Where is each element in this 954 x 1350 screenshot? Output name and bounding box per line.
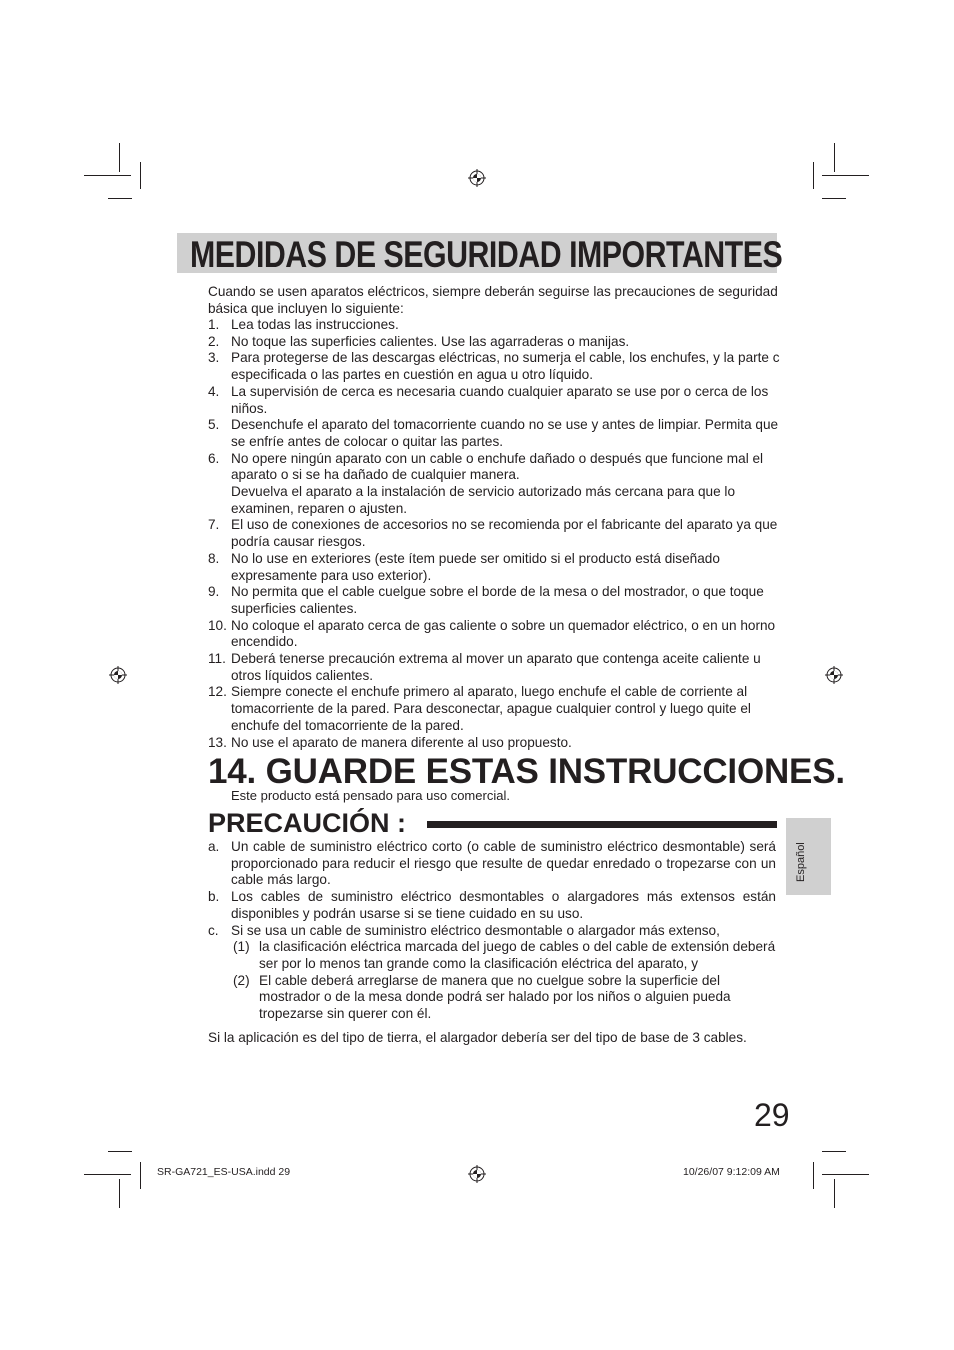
crop-mark [813,162,814,189]
list-item [208,684,780,734]
list-item [208,651,780,684]
item-number: 11. [208,651,226,667]
subitem-text: El cable deberá arreglarse de manera que no cuelgue sobre la superficie del mostrador o de la mesa donde podrá ser halado por los niños o alguien pueda tropezarse sin querer con él. [259,972,731,1022]
registration-mark-icon [825,666,843,684]
crop-mark [140,1162,141,1189]
crop-mark [119,143,120,172]
list-item [208,334,780,351]
subitem-text: la clasificación eléctrica marcada del juego de cables o del cable de extensión deberá ser por lo menos tan grande como la clasificación eléctrica del aparato, y [259,939,776,971]
page-number: 29 [754,1097,790,1133]
caution-item [208,839,776,889]
crop-mark [834,1179,835,1208]
item-number: 4. [208,383,220,399]
item-text: Para protegerse de las descargas eléctricas, no sumerja el cable, los enchufes, y la parte c especificada o las partes en cuestión en agua u otro líquido. [231,350,780,383]
crop-mark [84,1174,131,1175]
item-text: Desenchufe el aparato del tomacorriente cuando no se use y antes de limpiar. Permita que se enfríe antes de colocar o quitar las partes. [231,417,779,449]
list-item [208,618,780,651]
list-item [208,384,780,417]
item-number: 7. [208,517,220,533]
caution-text: Los cables de suministro eléctrico desmontables o alargadores más extensos están disponibles y podrán usarse si se tiene cuidado en su uso. [231,889,776,921]
registration-mark-icon [468,1165,486,1183]
crop-mark [108,198,132,199]
caution-letter: a. [208,839,220,854]
item-number: 10. [208,617,227,633]
item-text: No lo use en exteriores (este ítem puede ser omitido si el producto está diseñado expresamente para uso exterior). [231,550,720,583]
item-number: 2. [208,333,220,349]
item-text: No use el aparato de manera diferente al uso propuesto. [231,734,572,750]
item-text: Deberá tenerse precaución extrema al mover un aparato que contenga aceite caliente u otros líquidos calientes. [231,651,761,683]
item-number: 8. [208,550,220,566]
item-text: La supervisión de cerca es necesaria cuando cualquier aparato se use por o cerca de los niños. [231,383,769,416]
item-number: 12. [208,684,227,700]
item-text: No coloque el aparato cerca de gas caliente o sobre un quemador eléctrico, o en un horno encendido. [231,617,776,650]
page-title: MEDIDAS DE SEGURIDAD IMPORTANTES [190,234,783,275]
item-text [231,451,780,518]
ground-note: Si la aplicación es del tipo de tierra, el alargador debería ser del tipo de base de 3 cables. [208,1030,747,1045]
intro-paragraph: Cuando se usen aparatos eléctricos, siempre deberán seguirse las precauciones de seguridad básica que incluyen lo siguiente: [208,284,778,316]
list-item [208,317,780,334]
caution-heading: PRECAUCIÓN : [208,808,407,838]
crop-mark [140,162,141,189]
item-text: No permita que el cable cuelgue sobre el borde de la mesa o del mostrador, o que toque superficies calientes. [231,584,764,616]
save-instructions-heading: 14. GUARDE ESTAS INSTRUCCIONES. [208,752,845,791]
item-number: 5. [208,417,220,433]
item-number: 1. [208,317,220,332]
item-text: Siempre conecte el enchufe primero al aparato, luego enchufe el cable de corriente al tomacorriente de la pared. Para desconectar, apague cualquier control y luego quite el enchufe del tomacorriente de la pared. [231,684,751,733]
footer-timestamp: 10/26/07 9:12:09 AM [683,1166,780,1178]
registration-mark-icon [468,169,486,187]
crop-mark [834,143,835,172]
list-item [208,551,780,584]
caution-text: Si se usa un cable de suministro eléctrico desmontable o alargador más extenso, [231,922,720,938]
caution-subitem [233,973,776,1023]
list-item [208,735,780,752]
crop-mark [822,1151,846,1152]
registration-mark-icon [109,666,127,684]
item-text-part: Devuelva el aparato a la instalación de servicio autorizado más cercana para que lo examinen, reparen o ajusten. [231,484,736,516]
crop-mark [813,1162,814,1189]
caution-rule [427,821,777,828]
crop-mark [108,1151,132,1152]
crop-mark [822,175,869,176]
caution-subitem [233,939,776,972]
item-number: 9. [208,584,220,600]
caution-letter: b. [208,889,220,905]
list-item [208,350,780,383]
list-item [208,517,780,550]
item-text-part: No opere ningún aparato con un cable o enchufe dañado o después que funcione mal el aparato o si se ha dañado de cualquier manera. [231,450,764,483]
item-text: El uso de conexiones de accesorios no se recomienda por el fabricante del aparato ya que podría causar riesgos. [231,517,778,550]
crop-mark [119,1179,120,1208]
safety-list [208,317,780,751]
caution-list [208,839,776,1023]
crop-mark [822,1174,869,1175]
list-item [208,451,780,518]
item-number: 3. [208,350,220,366]
language-tab-label: Español [795,842,807,882]
caution-item [208,923,776,940]
subitem-number: (1) [233,939,250,955]
crop-mark [822,198,846,199]
caution-letter: c. [208,922,219,938]
commercial-note: Este producto está pensado para uso comercial. [231,788,510,803]
language-tab [786,818,831,895]
crop-mark [84,175,131,176]
item-number: 13. [208,734,227,750]
list-item [208,417,780,450]
caution-text: Un cable de suministro eléctrico corto (o cable de suministro eléctrico desmontable) será proporcionado para reducir el riesgo que resulte de quedar enredado o tropezarse con un cable más largo. [231,839,776,888]
subitem-number: (2) [233,972,250,988]
caution-item [208,889,776,922]
footer-file-info: SR-GA721_ES-USA.indd 29 [157,1166,291,1178]
item-text: No toque las superficies calientes. Use las agarraderas o manijas. [231,333,630,349]
item-number: 6. [208,450,220,466]
item-text: Lea todas las instrucciones. [231,317,399,332]
list-item [208,584,780,617]
